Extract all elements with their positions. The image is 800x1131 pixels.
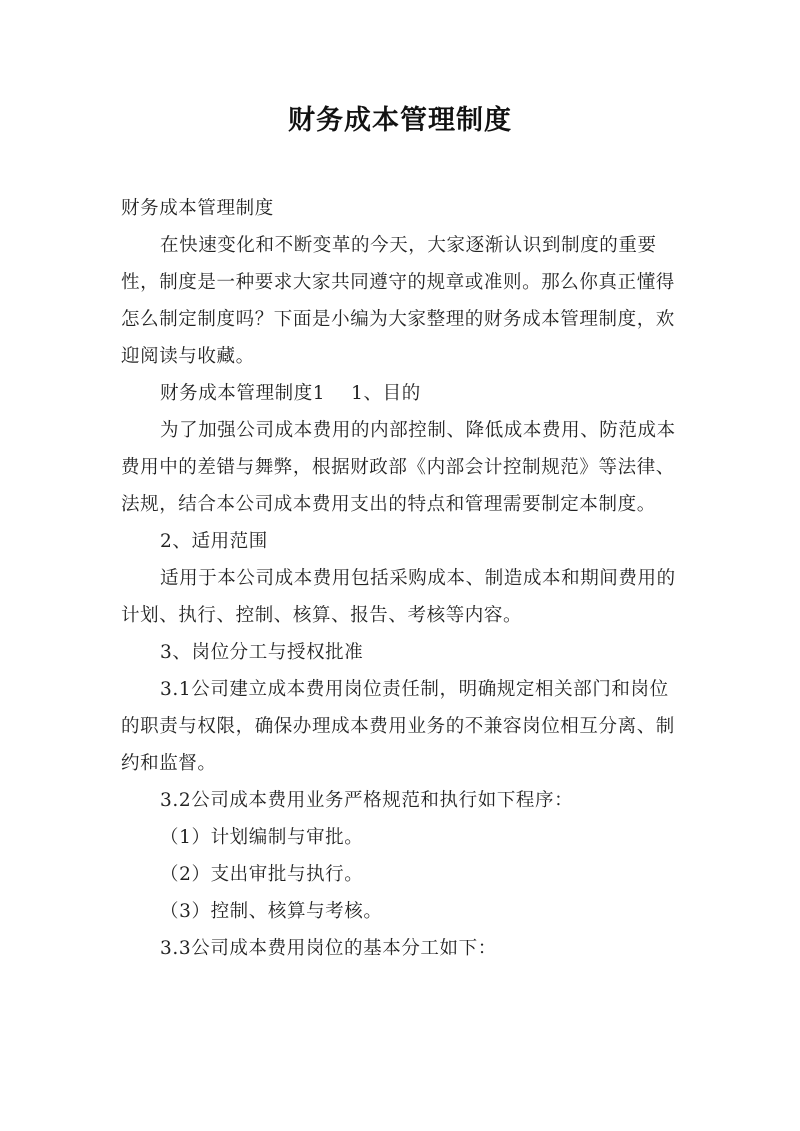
section-heading: 财务成本管理制度1 <box>160 383 326 404</box>
roles-heading: 3、岗位分工与授权批准 <box>160 642 364 663</box>
procedure-item-2: （2）支出审批与执行。 <box>160 864 364 885</box>
scope-paragraph: 适用于本公司成本费用包括采购成本、制造成本和期间费用的计划、执行、控制、核算、报告、考核等内容。 <box>121 568 676 626</box>
subtitle-line: 财务成本管理制度 <box>121 198 274 219</box>
section-heading-line <box>121 375 681 412</box>
procedure-item-1: （1）计划编制与审批。 <box>160 827 364 848</box>
purpose-paragraph: 为了加强公司成本费用的内部控制、降低成本费用、防范成本费用中的差错与舞弊，根据财政部《内部会计控制规范》等法律、法规，结合本公司成本费用支出的特点和管理需要制定本制度。 <box>121 420 676 515</box>
intro-paragraph: 在快速变化和不断变革的今天，大家逐渐认识到制度的重要性，制度是一种要求大家共同遵守的规章或准则。那么你真正懂得怎么制定制度吗？下面是小编为大家整理的财务成本管理制度，欢迎阅读与收藏。 <box>121 235 675 367</box>
document-body <box>121 190 681 967</box>
scope-heading: 2、适用范围 <box>160 531 268 552</box>
document-title: 财务成本管理制度 <box>288 105 512 136</box>
clause-3-1: 3.1公司建立成本费用岗位责任制，明确规定相关部门和岗位的职责与权限，确保办理成本费用业务的不兼容岗位相互分离、制约和监督。 <box>121 679 675 774</box>
clause-3-2: 3.2公司成本费用业务严格规范和执行如下程序： <box>160 790 574 811</box>
clause-3-3: 3.3公司成本费用岗位的基本分工如下： <box>160 938 497 959</box>
procedure-item-3: （3）控制、核算与考核。 <box>160 901 383 922</box>
purpose-heading: 1、目的 <box>351 383 421 404</box>
